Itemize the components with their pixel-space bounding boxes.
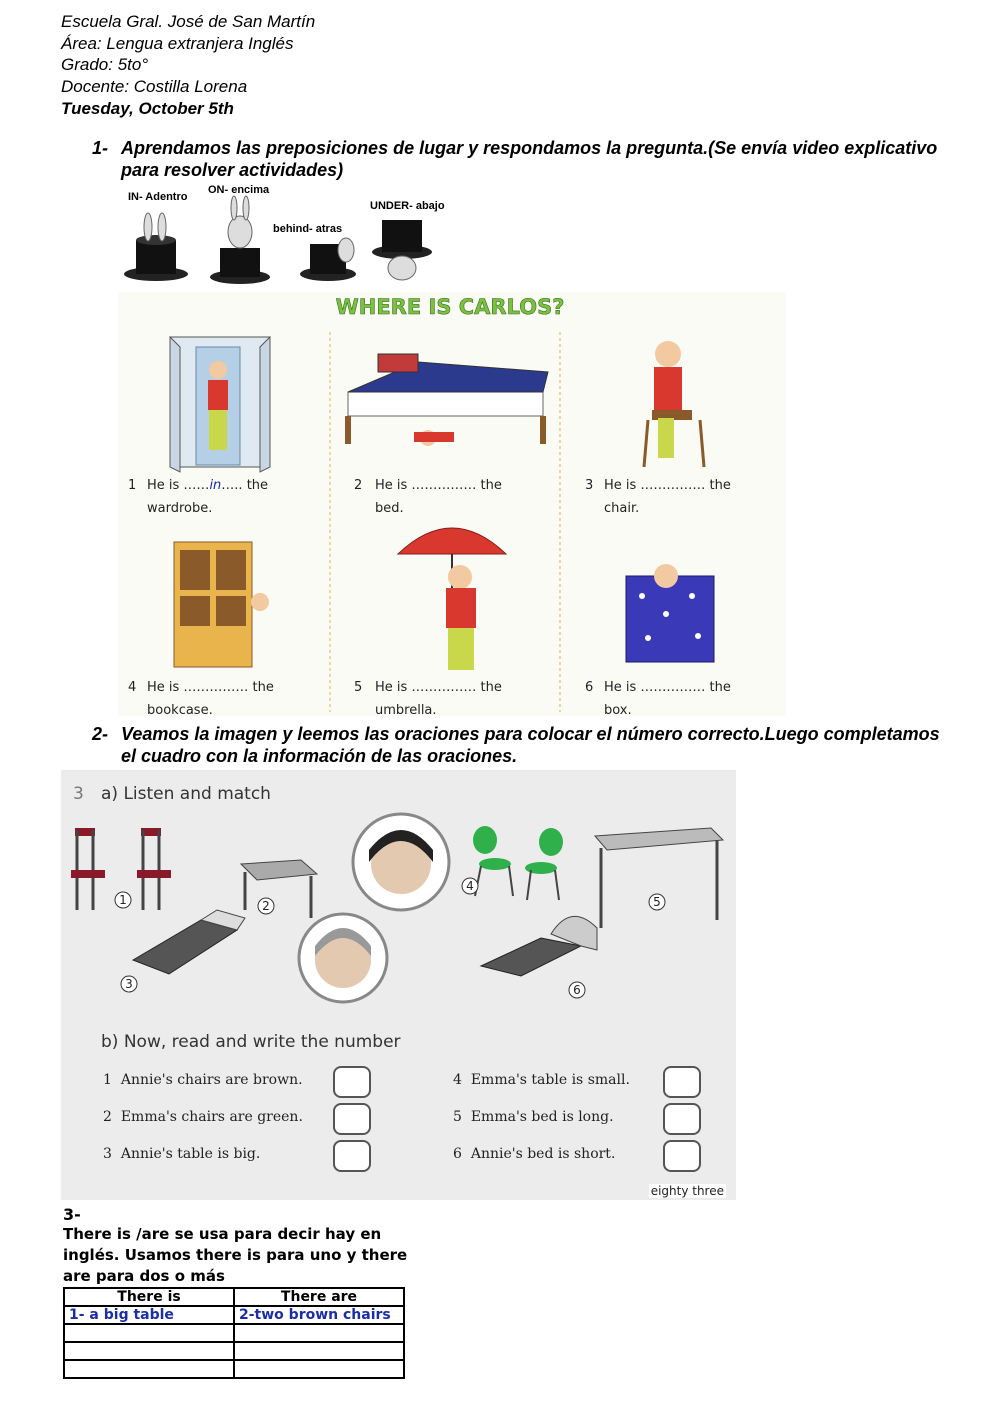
cell-there-is-2[interactable] <box>64 1324 234 1342</box>
match-sentence-2: 2 Emma's chairs are green. <box>103 1109 303 1125</box>
school-name: Escuela Gral. José de San Martín <box>61 12 316 31</box>
svg-text:He is …………… the: He is …………… the <box>604 680 731 695</box>
prep-label-on: ON- encima <box>208 184 270 196</box>
cell-there-are-3[interactable] <box>234 1342 404 1360</box>
there-is-are-table <box>63 1287 405 1379</box>
grade: Grado: 5to° <box>61 55 149 74</box>
svg-text:1: 1 <box>128 478 137 493</box>
svg-text:He is ……in….. the: He is ……in….. the <box>147 478 269 493</box>
svg-text:5: 5 <box>653 895 661 909</box>
match-sentence-1: 1 Annie's chairs are brown. <box>103 1072 303 1088</box>
cell-there-is-1[interactable]: 1- a big table <box>64 1306 234 1324</box>
header-there-are: There are <box>234 1288 404 1306</box>
hat-under <box>372 220 432 280</box>
svg-text:wardrobe.: wardrobe. <box>147 501 213 516</box>
where-is-carlos-worksheet <box>118 292 786 716</box>
subject-area: Área: Lengua extranjera Inglés <box>61 34 294 53</box>
svg-text:chair.: chair. <box>604 501 640 516</box>
task3-number: 3- <box>63 1205 81 1224</box>
hat-on <box>210 196 270 284</box>
prep-label-behind: behind- atras <box>273 223 343 235</box>
part-b-title: b) Now, read and write the number <box>101 1032 401 1052</box>
answer-in: in <box>209 478 222 493</box>
task3-explanation-line-2: inglés. Usamos there is para uno y there <box>63 1246 408 1264</box>
short-bed-picture <box>481 916 597 976</box>
svg-text:bed.: bed. <box>375 501 404 516</box>
answer-box-5[interactable] <box>663 1103 701 1135</box>
match-sentence-6: 6 Annie's bed is short. <box>453 1146 616 1162</box>
match-sentence-5: 5 Emma's bed is long. <box>453 1109 614 1125</box>
cell-there-are-1[interactable]: 2-two brown chairs <box>234 1306 404 1324</box>
long-bed-picture <box>133 910 245 974</box>
prep-label-under: UNDER- abajo <box>370 200 445 212</box>
svg-text:He is …………… the: He is …………… the <box>604 478 731 493</box>
svg-text:He is …………… the: He is …………… the <box>375 478 502 493</box>
answer-box-6[interactable] <box>663 1140 701 1172</box>
hat-in <box>124 213 188 281</box>
box-picture <box>626 564 714 662</box>
answer-box-3[interactable] <box>333 1140 371 1172</box>
answer-box-1[interactable] <box>333 1066 371 1098</box>
answer-box-2[interactable] <box>333 1103 371 1135</box>
svg-text:6: 6 <box>573 983 581 997</box>
task1-number: 1- <box>92 138 109 158</box>
cell-there-is-3[interactable] <box>64 1342 234 1360</box>
exercise-number: 3 <box>73 784 84 804</box>
svg-text:2: 2 <box>354 478 363 493</box>
cell-there-are-4[interactable] <box>234 1360 404 1378</box>
cell-there-is-4[interactable] <box>64 1360 234 1378</box>
svg-text:bookcase.: bookcase. <box>147 703 213 716</box>
svg-text:3: 3 <box>125 977 133 991</box>
svg-text:3: 3 <box>585 478 594 493</box>
big-table-picture <box>595 828 723 928</box>
annie-portrait <box>353 814 449 910</box>
small-table-picture <box>241 860 317 918</box>
svg-text:4: 4 <box>128 680 137 695</box>
svg-text:5: 5 <box>354 680 363 695</box>
date: Tuesday, October 5th <box>61 99 234 118</box>
carlos-title: WHERE IS CARLOS? <box>335 295 565 319</box>
task3-explanation-line-3: are para dos o más <box>63 1267 225 1285</box>
page-footer: eighty three <box>650 1184 724 1198</box>
header-there-is: There is <box>64 1288 234 1306</box>
answer-box-4[interactable] <box>663 1066 701 1098</box>
svg-text:He is …………… the: He is …………… the <box>375 680 502 695</box>
cell-there-are-2[interactable] <box>234 1324 404 1342</box>
svg-text:He is …………… the: He is …………… the <box>147 680 274 695</box>
match-sentence-4: 4 Emma's table is small. <box>453 1072 630 1088</box>
svg-text:1: 1 <box>119 893 127 907</box>
wardrobe-picture <box>170 337 270 472</box>
svg-text:6: 6 <box>585 680 594 695</box>
svg-text:2: 2 <box>262 899 270 913</box>
teacher: Docente: Costilla Lorena <box>61 77 248 96</box>
emma-portrait <box>299 914 387 1002</box>
listen-and-match-exercise <box>61 770 736 1200</box>
match-sentence-3: 3 Annie's table is big. <box>103 1146 261 1162</box>
part-a-title: a) Listen and match <box>101 784 271 804</box>
svg-text:box.: box. <box>604 703 632 716</box>
task2-number: 2- <box>92 724 109 744</box>
green-chairs-picture <box>473 826 563 900</box>
svg-text:umbrella.: umbrella. <box>375 703 437 716</box>
task2-instructions: Veamos la imagen y leemos las oraciones para colocar el número correcto.Luego completamos el cuadro con la información de las oraciones. <box>121 724 940 766</box>
furniture-illustration <box>61 810 736 1010</box>
prep-label-in: IN- Adentro <box>128 191 188 203</box>
svg-text:4: 4 <box>466 879 474 893</box>
task1-instructions: Aprendamos las preposiciones de lugar y respondamos la pregunta.(Se envía video explicativo para resolver actividades) <box>121 138 938 180</box>
hat-behind <box>300 238 356 281</box>
prepositions-illustration <box>120 182 480 290</box>
task3-explanation-line-1: There is /are se usa para decir hay en <box>63 1225 382 1243</box>
